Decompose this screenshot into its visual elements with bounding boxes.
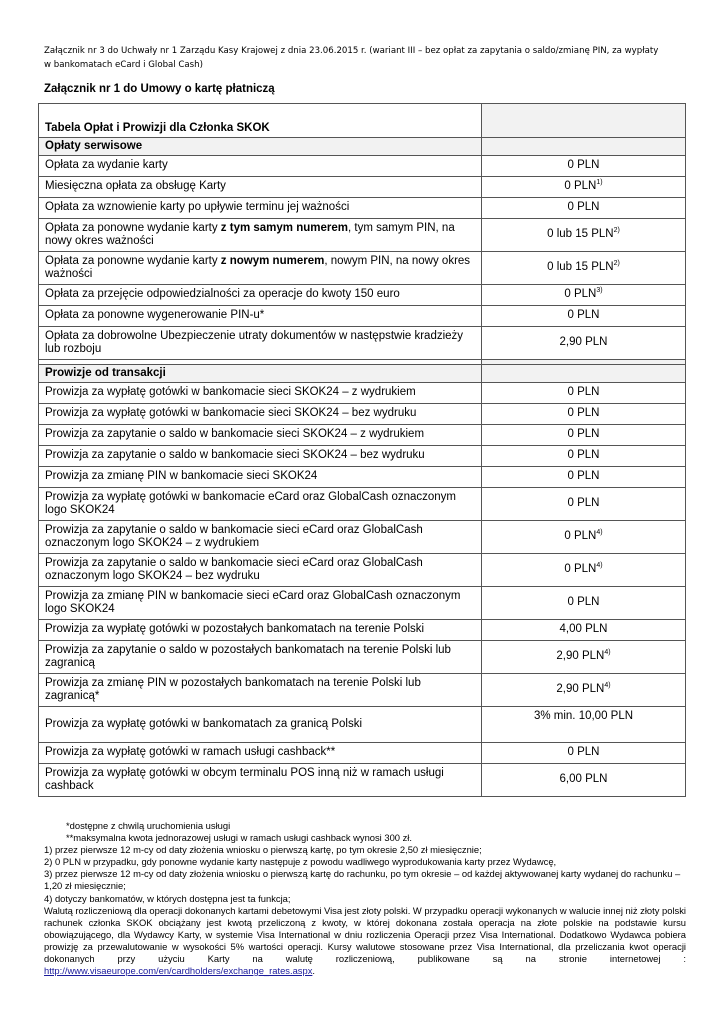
table-row <box>39 674 686 707</box>
table-row <box>39 446 686 467</box>
fee-value: 2,90 PLN$^{4)}$ <box>482 674 686 707</box>
fee-value: 0 PLN <box>482 467 686 488</box>
fee-value: 0 PLN <box>482 743 686 764</box>
fee-label: Prowizja za zmianę PIN w bankomacie sieci SKOK24 <box>39 467 482 488</box>
table-row <box>39 252 686 285</box>
fee-label: Prowizja za wypłatę gotówki w pozostałych bankomatach na terenie Polski <box>39 620 482 641</box>
header-note-line2: w bankomatach eCard i Global Cash) <box>44 60 203 70</box>
table-row <box>39 467 686 488</box>
fee-label: Prowizja za zapytanie o saldo w pozostałych bankomatach na terenie Polski lub zagranicą <box>39 641 482 674</box>
table-row <box>39 641 686 674</box>
fee-label: Prowizja za wypłatę gotówki w obcym terminalu POS inną niż w ramach usługi cashback <box>39 764 482 797</box>
fee-value: 0 PLN <box>482 404 686 425</box>
footnote-4: 4) dotyczy bankomatów, w których dostępna jest ta funkcja; <box>44 892 291 904</box>
table-row <box>39 327 686 360</box>
currency-paragraph: Walutą rozliczeniową dla operacji dokonanych kartami debetowymi Visa jest złoty polski. W przypadku operacji wykonanych w walucie innej niż złoty polski rachunek członka SKOK obciążany jest kwotą przeliczoną z kwoty, w której dokonana została operacja na złote polskie na podstawie kursu obowiązującego, dla Wydawcy Karty, w systemie Visa International w dniu rozliczenia Operacji przez Visa International. Dodatkowo Wydawca pobiera prowizję za przewalutowanie w wysokości 5% wartości operacji. Kursy walutowe stosowane przez Visa International, dla przeliczania kwot operacji dokonanych przy użyciu Karty na walutę rozliczeniową, publikowane są na stronie internetowej : http://www.visaeurope.com/en/cardholders/exchange_rates.aspx. <box>44 904 686 977</box>
fee-value: 0 PLN <box>482 446 686 467</box>
fee-label: Prowizja za wypłatę gotówki w bankomacie sieci SKOK24 – z wydrukiem <box>39 383 482 404</box>
fee-label: Opłata za ponowne wydanie karty z nowym numerem, nowym PIN, na nowy okres ważności <box>39 252 482 285</box>
table-row <box>39 554 686 587</box>
table-row <box>39 404 686 425</box>
fee-label: Opłata za ponowne wygenerowanie PIN-u* <box>39 306 482 327</box>
table-row <box>39 743 686 764</box>
fee-value: 0 PLN <box>482 488 686 521</box>
fee-value: 0 PLN <box>482 306 686 327</box>
fee-label: Opłata za dobrowolne Ubezpieczenie utraty dokumentów w następstwie kradzieży lub rozboju <box>39 327 482 360</box>
table-row <box>39 488 686 521</box>
section-heading: Opłaty serwisowe <box>39 138 482 156</box>
header-note <box>44 44 684 72</box>
fee-value: 0 PLN <box>482 198 686 219</box>
fee-label: Prowizja za wypłatę gotówki w bankomacie sieci SKOK24 – bez wydruku <box>39 404 482 425</box>
fee-label: Prowizja za zapytanie o saldo w bankomacie sieci SKOK24 – bez wydruku <box>39 446 482 467</box>
fee-value: 2,90 PLN$^{4)}$ <box>482 641 686 674</box>
fee-value: 0 PLN <box>482 383 686 404</box>
fee-table <box>38 103 686 797</box>
footnote-2: 2) 0 PLN w przypadku, gdy ponowne wydanie karty następuje z powodu wadliwego wyprodukowania karty przez Wydawcę, <box>44 856 557 868</box>
fee-value: 0 lub 15 PLN$^{2)}$ <box>482 219 686 252</box>
header-note-line1: Załącznik nr 3 do Uchwały nr 1 Zarządu Kasy Krajowej z dnia 23.06.2015 r. (wariant III – bez opłat za zapytania o saldo/zmianę PIN, za wypłaty <box>44 46 659 56</box>
table-title: Tabela Opłat i Prowizji dla Członka SKOK <box>39 104 482 138</box>
fee-label: Prowizja za wypłatę gotówki w bankomatach za granicą Polski <box>39 707 482 743</box>
exchange-rates-link[interactable]: http://www.visaeurope.com/en/cardholders/exchange_rates.aspx <box>44 965 313 977</box>
fee-value: 0 PLN$^{3)}$ <box>482 285 686 306</box>
table-row <box>39 521 686 554</box>
table-row <box>39 177 686 198</box>
fee-value: 0 PLN <box>482 156 686 177</box>
fee-value: 3% min. 10,00 PLN <box>482 707 686 743</box>
fee-value: 0 PLN <box>482 425 686 446</box>
fee-label: Prowizja za zmianę PIN w pozostałych bankomatach na terenie Polski lub zagranicą* <box>39 674 482 707</box>
section-heading: Prowizje od transakcji <box>39 365 482 383</box>
fee-label: Prowizja za zapytanie o saldo w bankomacie sieci eCard oraz GlobalCash oznaczonym logo SKOK24 – bez wydruku <box>39 554 482 587</box>
fee-label: Prowizja za wypłatę gotówki w bankomacie eCard oraz GlobalCash oznaczonym logo SKOK24 <box>39 488 482 521</box>
fee-label: Opłata za wydanie karty <box>39 156 482 177</box>
fee-label: Prowizja za zapytanie o saldo w bankomacie sieci eCard oraz GlobalCash oznaczonym logo SKOK24 – z wydrukiem <box>39 521 482 554</box>
table-row <box>39 587 686 620</box>
fee-label: Opłata za przejęcie odpowiedzialności za operacje do kwoty 150 euro <box>39 285 482 306</box>
section-row <box>39 365 686 383</box>
table-row <box>39 156 686 177</box>
table-row <box>39 285 686 306</box>
table-row <box>39 383 686 404</box>
fee-value: 0 PLN$^{1)}$ <box>482 177 686 198</box>
footnote-star2: **maksymalna kwota jednorazowej usługi w ramach usługi cashback wynosi 300 zł. <box>66 832 412 844</box>
fee-value: 0 PLN <box>482 587 686 620</box>
footnote-3: 3) przez pierwsze 12 m-cy od daty złożenia wniosku o pierwszą kartę do rachunku, po tym okresie – od każdej aktywowanej karty wydanej do rachunku – 1,20 zł miesięcznie; <box>44 868 681 892</box>
fee-value: 0 PLN$^{4)}$ <box>482 554 686 587</box>
footnote-1: 1) przez pierwsze 12 m-cy od daty złożenia wniosku o pierwszą kartę, po tym okresie 2,50 zł miesięcznie; <box>44 844 482 856</box>
fee-value: 0 lub 15 PLN$^{2)}$ <box>482 252 686 285</box>
fee-value: 6,00 PLN <box>482 764 686 797</box>
fee-value: 4,00 PLN <box>482 620 686 641</box>
annex-title: Załącznik nr 1 do Umowy o kartę płatniczą <box>44 83 275 95</box>
table-title-row <box>39 104 686 138</box>
table-row <box>39 198 686 219</box>
fee-label: Opłata za wznowienie karty po upływie terminu jej ważności <box>39 198 482 219</box>
fee-label: Opłata za ponowne wydanie karty z tym samym numerem, tym samym PIN, na nowy okres ważności <box>39 219 482 252</box>
fee-label: Miesięczna opłata za obsługę Karty <box>39 177 482 198</box>
table-row <box>39 707 686 743</box>
footnote-star1: *dostępne z chwilą uruchomienia usługi <box>66 820 231 831</box>
table-row <box>39 306 686 327</box>
footnotes <box>44 820 686 977</box>
table-row <box>39 620 686 641</box>
fee-label: Prowizja za zapytanie o saldo w bankomacie sieci SKOK24 – z wydrukiem <box>39 425 482 446</box>
fee-value: 2,90 PLN <box>482 327 686 360</box>
table-row <box>39 764 686 797</box>
section-row <box>39 138 686 156</box>
fee-label: Prowizja za wypłatę gotówki w ramach usługi cashback** <box>39 743 482 764</box>
fee-value: 0 PLN$^{4)}$ <box>482 521 686 554</box>
fee-label: Prowizja za zmianę PIN w bankomacie sieci eCard oraz GlobalCash oznaczonym logo SKOK24 <box>39 587 482 620</box>
table-row <box>39 425 686 446</box>
table-row <box>39 219 686 252</box>
